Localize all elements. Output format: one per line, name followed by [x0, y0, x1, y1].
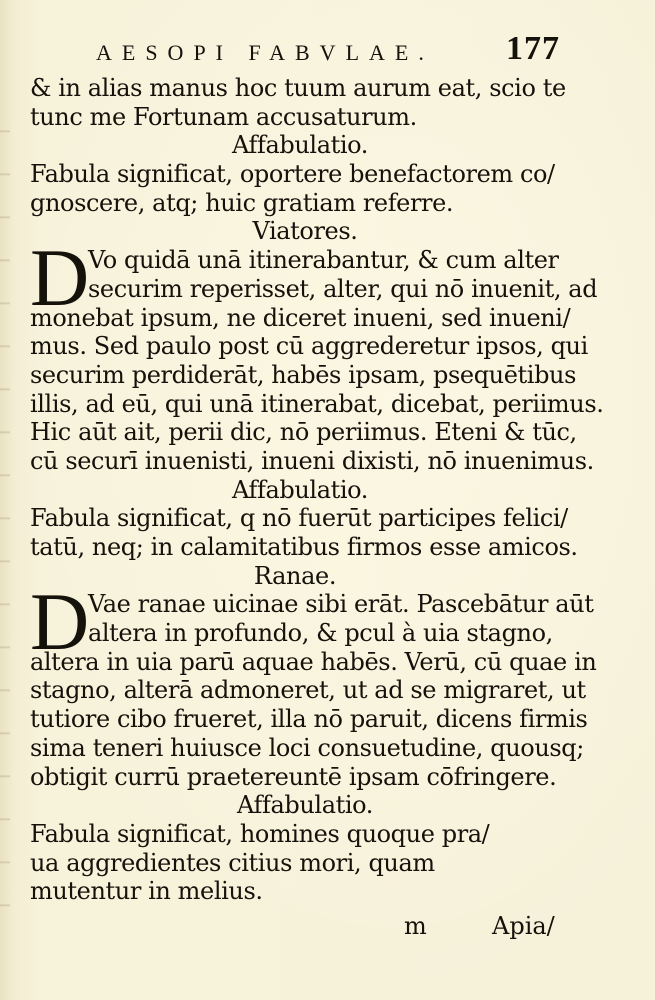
text-line: securim reperisset, alter, qui nō inuenit, ad — [88, 274, 598, 303]
text-line: Fabula significat, q nō fuerūt participes felici/ — [30, 504, 568, 533]
text-line: monebat ipsum, ne diceret inueni, sed inueni/ — [30, 303, 571, 332]
text-line: Vo quidā unā itinerabantur, & cum alter — [88, 246, 559, 275]
text-line: mutentur in melius. — [30, 877, 263, 906]
text-line: Fabula significat, oportere benefactorem co/ — [30, 160, 555, 189]
section-heading: Affabulatio. — [232, 475, 368, 504]
text-line: Hic aūt ait, perii dic, nō periimus. Eteni & tūc, — [30, 418, 577, 447]
text-line: tunc me Fortunam accusaturum. — [30, 102, 417, 131]
text-line: stagno, alterā admoneret, ut ad se migraret, ut — [30, 676, 586, 705]
page-header — [96, 30, 560, 70]
signature-mark: m — [404, 911, 427, 940]
text-line: tatū, neq; in calamitatibus firmos esse amicos. — [30, 533, 578, 561]
text-line: ua aggredientes citius mori, quam — [30, 848, 435, 877]
text-block — [30, 74, 604, 946]
text-line: mus. Sed paulo post cū aggrederetur ipsos, qui — [30, 332, 588, 361]
fable-title: Ranae. — [253, 561, 337, 590]
section-heading: Affabulatio. — [237, 791, 373, 820]
section-heading: Affabulatio. — [232, 131, 368, 160]
text-line: illis, ad eū, qui unā itinerabat, dicebat, periimus. — [30, 389, 604, 418]
gutter-edge — [0, 90, 10, 910]
text-line: & in alias manus hoc tuum aurum eat, scio te — [30, 74, 566, 102]
text-line: securim perdiderāt, habēs ipsam, psequētibus — [30, 360, 577, 389]
fable-title: Viatores. — [252, 217, 358, 246]
text-line: cū securī inuenisti, inueni dixisti, nō inuenimus. — [30, 446, 594, 475]
text-line: sima teneri huiusce loci consuetudine, quousq; — [30, 733, 584, 762]
text-line: obtigit currū praetereuntē ipsam cōfringere. — [30, 762, 557, 791]
page-number: 177 — [506, 30, 560, 67]
page-footer — [30, 906, 555, 946]
text-line: tutiore cibo frueret, illa nō paruit, dicens firmis — [30, 705, 588, 734]
text-line: altera in uia parū aquae habēs. Verū, cū quae in — [30, 647, 597, 676]
catchword: Apia/ — [492, 911, 555, 940]
text-line: altera in profundo, & pcul à uia stagno, — [88, 619, 553, 648]
text-line: gnoscere, atq; huic gratiam referre. — [30, 188, 454, 217]
text-line: Fabula significat, homines quoque pra/ — [30, 819, 490, 848]
drop-cap-initial: D — [30, 576, 90, 668]
running-title: AESOPI FABVLAE. — [96, 40, 434, 65]
drop-cap-initial: D — [30, 232, 90, 324]
text-line: Vae ranae uicinae sibi erāt. Pascebātur aūt — [88, 590, 594, 619]
